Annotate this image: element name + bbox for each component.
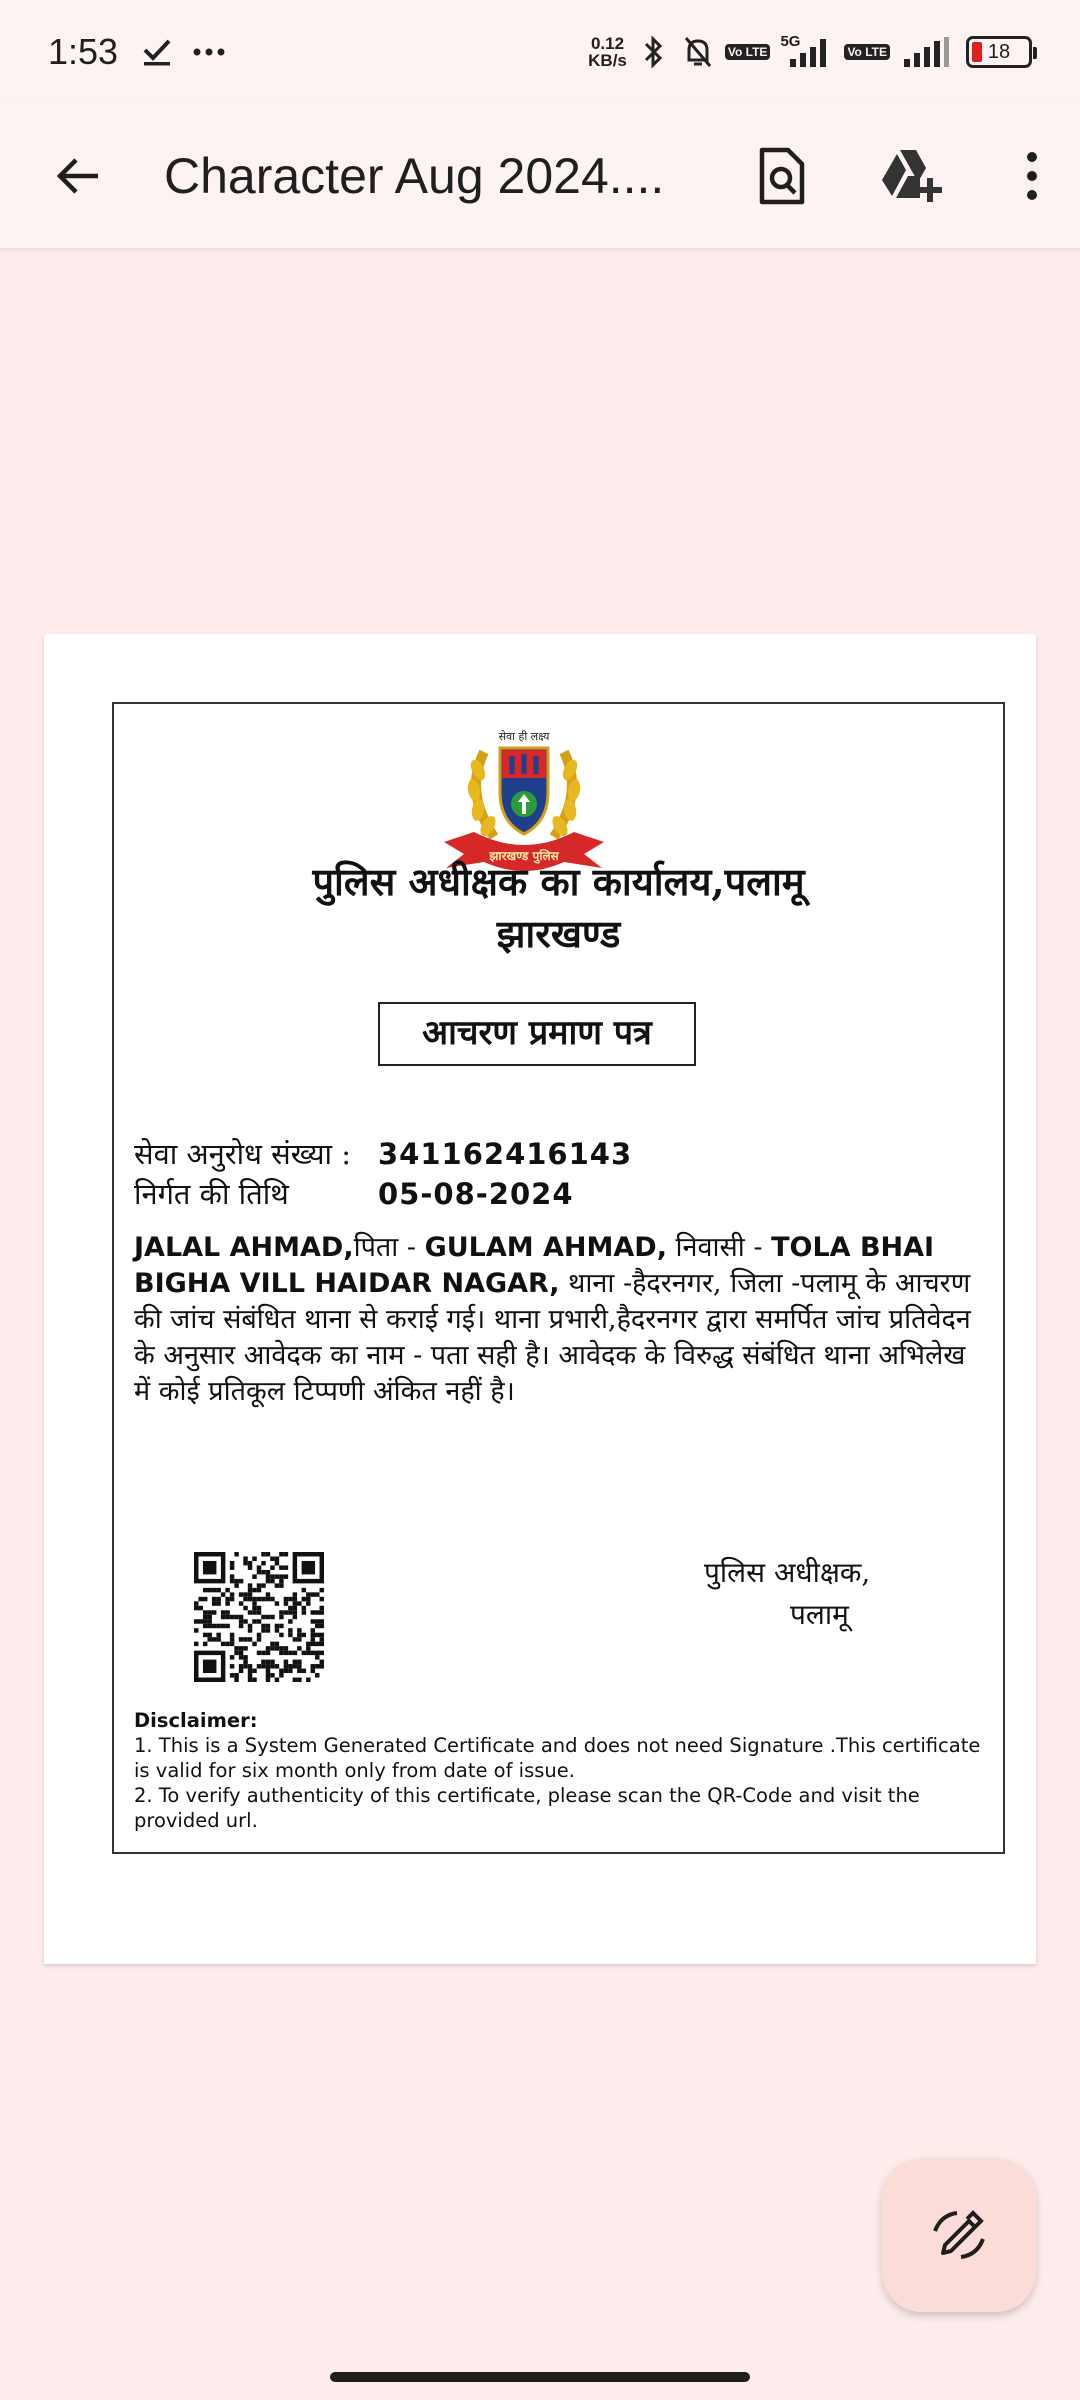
battery-icon: 18 bbox=[966, 36, 1032, 68]
find-in-page-icon bbox=[756, 146, 808, 206]
signal-bars-icon bbox=[900, 35, 950, 69]
back-button[interactable] bbox=[30, 128, 126, 224]
service-request-number: 341162416143 bbox=[378, 1137, 633, 1171]
certificate-meta bbox=[134, 1134, 632, 1214]
pdf-page[interactable] bbox=[44, 634, 1036, 1964]
applicant-name: JALAL AHMAD, bbox=[134, 1232, 354, 1263]
edit-fab-button[interactable] bbox=[882, 2158, 1036, 2312]
volte-badge-2: Vo LTE bbox=[844, 44, 890, 60]
svg-text:झारखण्ड पुलिस: झारखण्ड पुलिस bbox=[489, 849, 559, 863]
certificate-heading: आचरण प्रमाण पत्र bbox=[378, 1002, 696, 1066]
issue-date: 05-08-2024 bbox=[378, 1177, 574, 1211]
volte-badge-1: Vo LTE bbox=[725, 44, 771, 60]
add-to-drive-button[interactable] bbox=[864, 128, 960, 224]
qr-code-icon[interactable] bbox=[194, 1552, 324, 1682]
issue-date-label: निर्गत की तिथि bbox=[134, 1177, 289, 1211]
applicant-address: TOLA BHAI BIGHA VILL HAIDAR NAGAR, bbox=[134, 1232, 935, 1299]
gesture-nav-bar[interactable] bbox=[330, 2372, 750, 2382]
app-bar bbox=[0, 104, 1080, 248]
back-arrow-icon bbox=[54, 152, 102, 200]
silent-bell-icon bbox=[681, 35, 715, 69]
father-name: GULAM AHMAD, bbox=[424, 1232, 667, 1263]
status-time: 1:53 bbox=[48, 31, 119, 72]
disclaimer: Disclaimer: 1. This is a System Generated Certificate and does not need Signature .This certificate is valid for six month only from date of issue. 2. To verify authenticity of this certificate, please scan the QR-Code and visit the provided url. bbox=[134, 1709, 981, 1832]
checkmark-download-icon bbox=[140, 35, 174, 69]
more-notifications-icon bbox=[192, 35, 226, 69]
network-speed: 0.12 KB/s bbox=[588, 34, 627, 70]
signal-5g-icon: 5G bbox=[780, 35, 834, 69]
more-options-button[interactable] bbox=[984, 128, 1080, 224]
service-request-label: सेवा अनुरोध संख्या : bbox=[134, 1137, 352, 1171]
signatory: पुलिस अधीक्षक, पलामू bbox=[704, 1556, 871, 1631]
document-title: Character Aug 2024.... bbox=[164, 148, 665, 204]
certificate-border bbox=[112, 702, 1005, 1854]
more-vertical-icon bbox=[1026, 151, 1038, 201]
svg-text:सेवा ही लक्ष्य: सेवा ही लक्ष्य bbox=[498, 730, 550, 743]
certificate-body: JALAL AHMAD,पिता - GULAM AHMAD, निवासी - TOLA BHAI BIGHA VILL HAIDAR NAGAR, थाना -हैदरनगर, जिला -पलामू के आचरण की जांच संबंधित थाना से कराई गई। थाना प्रभारी,हैदरनगर द्वारा समर्पित जांच प्रतिवेदन के अनुसार आवेदक का नाम - पता सही है। आवेदक के विरुद्ध संबंधित थाना अभिलेख में कोई प्रतिकूल टिप्पणी अंकित नहीं है। bbox=[134, 1232, 971, 1407]
status-bar bbox=[0, 0, 1080, 104]
bluetooth-icon bbox=[637, 35, 671, 69]
edit-pen-icon bbox=[931, 2207, 987, 2263]
add-to-drive-icon bbox=[880, 148, 944, 204]
office-title: पुलिस अधीक्षक का कार्यालय,पलामू झारखण्ड bbox=[312, 859, 805, 956]
find-in-page-button[interactable] bbox=[734, 128, 830, 224]
